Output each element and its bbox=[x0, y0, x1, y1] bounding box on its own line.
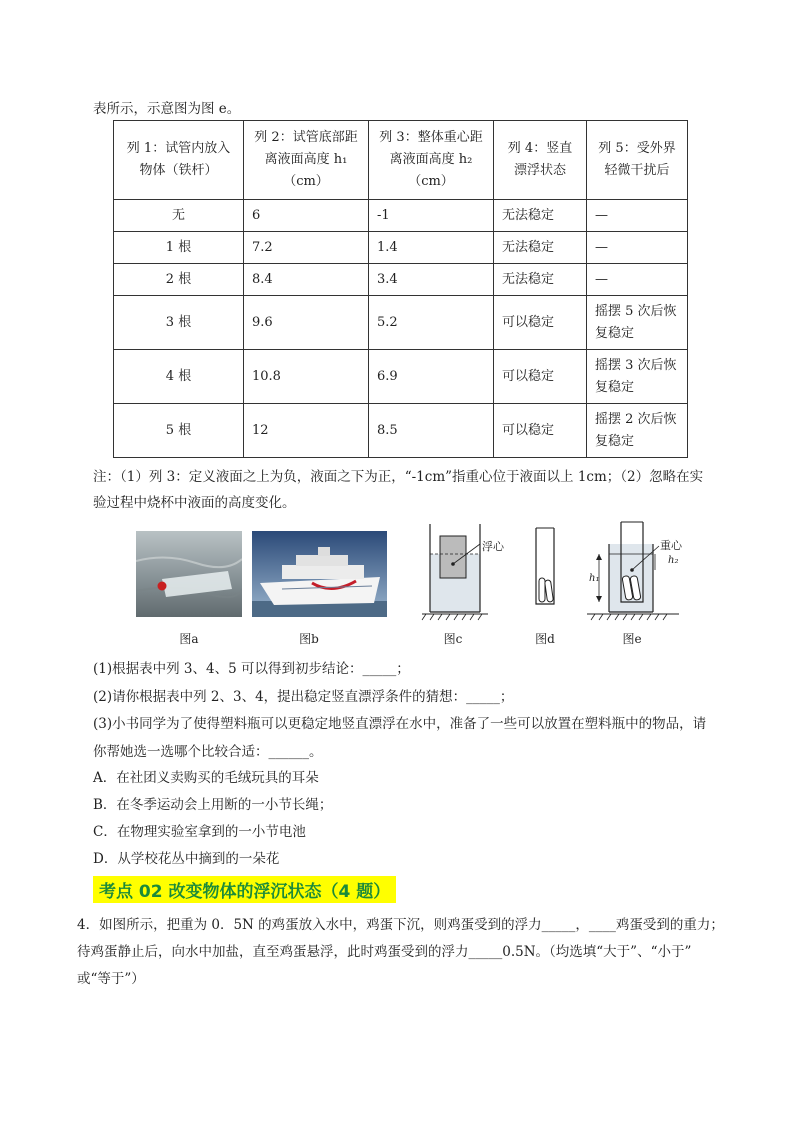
cell: 可以稳定 bbox=[494, 296, 587, 350]
figure-d-caption: 图d bbox=[535, 632, 555, 646]
figure-d-diagram bbox=[528, 522, 562, 612]
cell: 摇摆 2 次后恢 复稳定 bbox=[587, 404, 688, 458]
label-h1: h₁ bbox=[589, 573, 600, 584]
cell: 4 根 bbox=[114, 350, 244, 404]
header-col4: 列 4：竖直 漂浮状态 bbox=[494, 121, 587, 200]
table-row bbox=[114, 232, 688, 264]
cell: 3 根 bbox=[114, 296, 244, 350]
cell: 1 根 bbox=[114, 232, 244, 264]
header-col5: 列 5：受外界 轻微干扰后 bbox=[587, 121, 688, 200]
cell: 5 根 bbox=[114, 404, 244, 458]
cell: 8.4 bbox=[244, 264, 369, 296]
header-col2: 列 2：试管底部距 离液面高度 h₁ （cm） bbox=[244, 121, 369, 200]
question-2: (2)请你根据表中列 2、3、4，提出稳定竖直漂浮条件的猜想：_____； bbox=[93, 689, 514, 705]
question-4-line: 4．如图所示，把重为 0．5N 的鸡蛋放入水中，鸡蛋下沉，则鸡蛋受到的浮力_____，____鸡蛋受到的重力； bbox=[77, 917, 724, 933]
header-col1: 列 1：试管内放入 物体（铁杆） bbox=[114, 121, 244, 200]
figure-a-caption: 图a bbox=[179, 632, 199, 646]
cell: 5.2 bbox=[369, 296, 494, 350]
table-row bbox=[114, 264, 688, 296]
cell: 2 根 bbox=[114, 264, 244, 296]
label-buoyancy-center: 浮心 bbox=[482, 540, 504, 553]
cell: — bbox=[587, 232, 688, 264]
cell: 10.8 bbox=[244, 350, 369, 404]
figure-e-caption: 图e bbox=[622, 632, 642, 646]
cell: 9.6 bbox=[244, 296, 369, 350]
cell: 8.5 bbox=[369, 404, 494, 458]
question-3-line: 你帮她选一选哪个比较合适：______。 bbox=[93, 744, 323, 760]
cell: 无法稳定 bbox=[494, 232, 587, 264]
question-3-line: (3)小书同学为了使得塑料瓶可以更稳定地竖直漂浮在水中，准备了一些可以放置在塑料瓶中的物品，请 bbox=[93, 716, 707, 732]
table-note bbox=[93, 464, 733, 516]
note-line: 验过程中烧杯中液面的高度变化。 bbox=[93, 495, 296, 511]
cell: -1 bbox=[369, 200, 494, 232]
cell: 可以稳定 bbox=[494, 350, 587, 404]
label-gravity-center: 重心 bbox=[660, 539, 682, 552]
cell: 7.2 bbox=[244, 232, 369, 264]
cell: 无 bbox=[114, 200, 244, 232]
question-4-line: 或“等于”） bbox=[77, 971, 145, 987]
question-4-line: 待鸡蛋静止后，向水中加盐，直至鸡蛋悬浮，此时鸡蛋受到的浮力_____0.5N。（均选填“大于”、“小于” bbox=[77, 944, 692, 960]
table-row bbox=[114, 350, 688, 404]
cell: 摇摆 5 次后恢 复稳定 bbox=[587, 296, 688, 350]
note-line: 注：（1）列 3：定义液面之上为负，液面之下为正，“-1cm”指重心位于液面以上 1cm；（2）忽略在实 bbox=[93, 469, 704, 485]
option-b: B．在冬季运动会上用断的一小节长绳； bbox=[93, 797, 333, 813]
header-col3: 列 3：整体重心距 离液面高度 h₂ （cm） bbox=[369, 121, 494, 200]
cell: 6.9 bbox=[369, 350, 494, 404]
cell: 3.4 bbox=[369, 264, 494, 296]
label-h2: h₂ bbox=[668, 555, 679, 566]
cell: 无法稳定 bbox=[494, 200, 587, 232]
option-a: A．在社团义卖购买的毛绒玩具的耳朵 bbox=[93, 770, 319, 786]
figure-b-caption: 图b bbox=[299, 632, 319, 646]
question-1: (1)根据表中列 3、4、5 可以得到初步结论：_____； bbox=[93, 661, 410, 677]
cell: — bbox=[587, 264, 688, 296]
cell: 12 bbox=[244, 404, 369, 458]
figure-a-photo bbox=[136, 531, 242, 617]
figure-c-caption: 图c bbox=[443, 632, 463, 646]
cell: 无法稳定 bbox=[494, 264, 587, 296]
cell: 可以稳定 bbox=[494, 404, 587, 458]
option-d: D．从学校花丛中摘到的一朵花 bbox=[93, 851, 280, 867]
cell: — bbox=[587, 200, 688, 232]
table-row bbox=[114, 404, 688, 458]
question-4 bbox=[77, 912, 737, 993]
figure-b-photo bbox=[252, 531, 387, 617]
cell: 6 bbox=[244, 200, 369, 232]
cell: 摇摆 3 次后恢 复稳定 bbox=[587, 350, 688, 404]
cell: 1.4 bbox=[369, 232, 494, 264]
section-heading: 考点 02 改变物体的浮沉状态（4 题） bbox=[93, 876, 396, 903]
table-header-row bbox=[114, 121, 688, 200]
question-3 bbox=[93, 713, 743, 763]
table-row bbox=[114, 296, 688, 350]
option-c: C．在物理实验室拿到的一小节电池 bbox=[93, 824, 306, 840]
table-row bbox=[114, 200, 688, 232]
intro-text: 表所示，示意图为图 e。 bbox=[93, 101, 241, 117]
experiment-table bbox=[113, 120, 688, 458]
